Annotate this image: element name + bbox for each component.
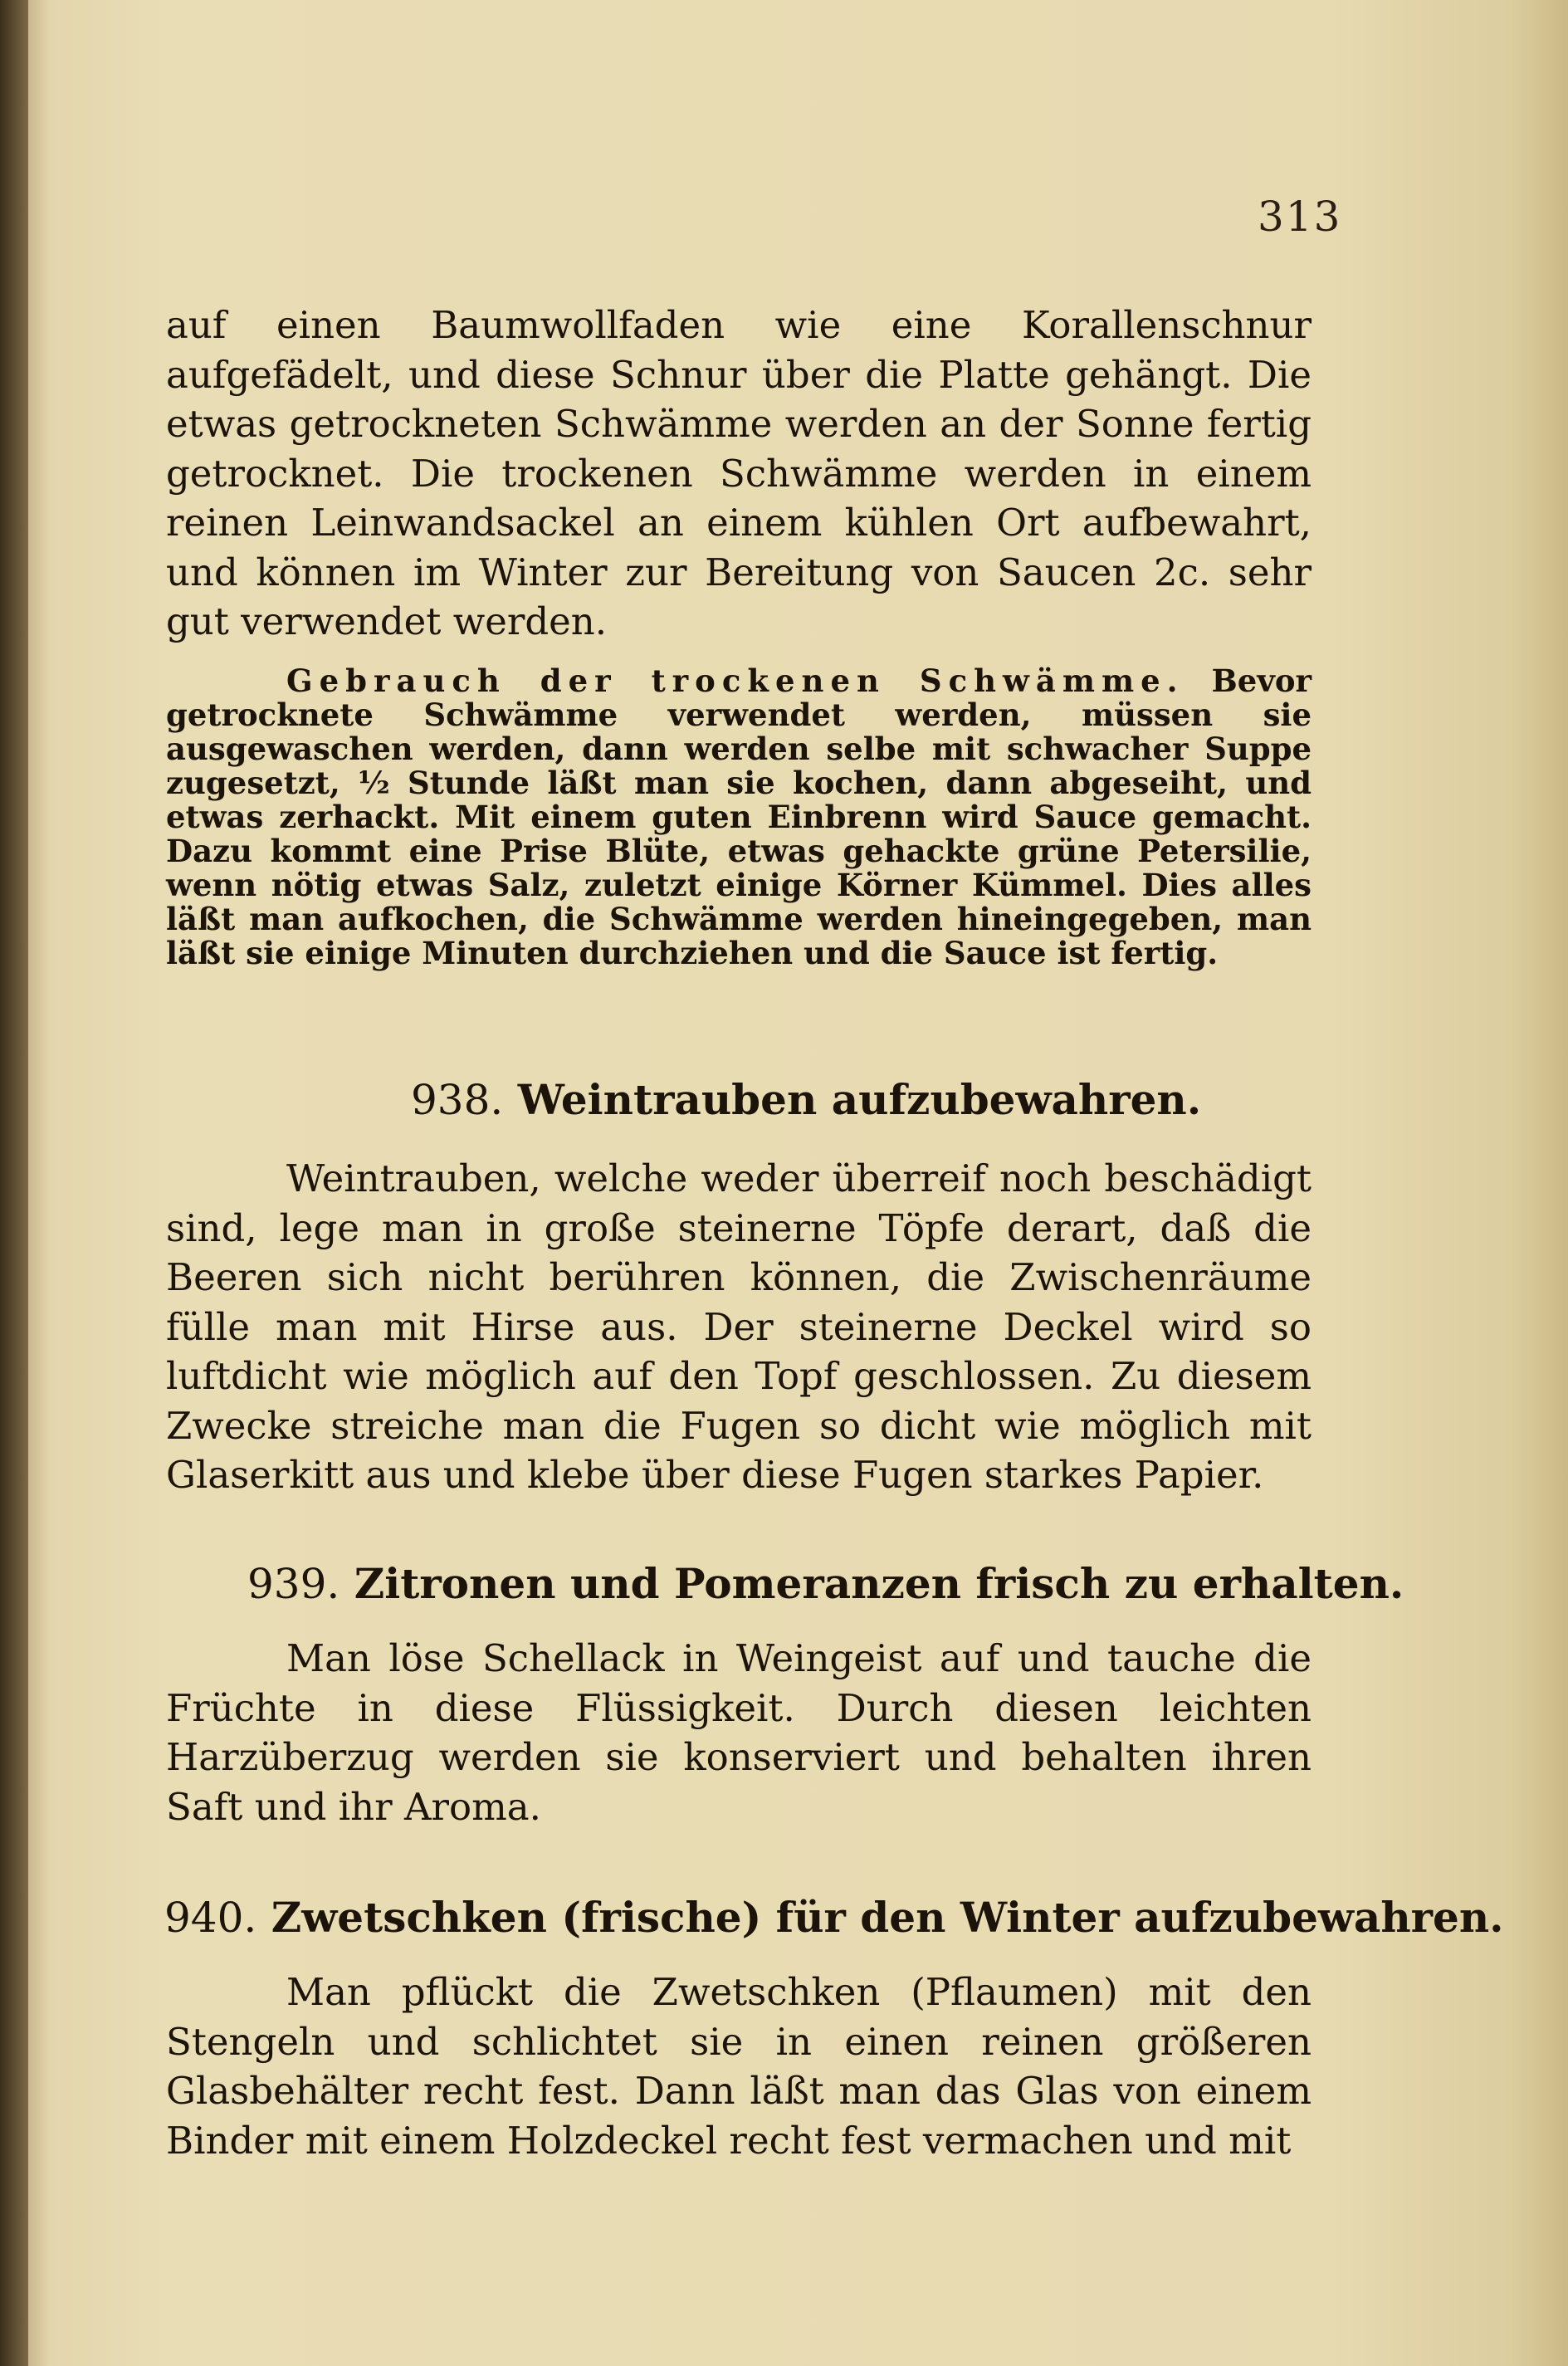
recipe-text-938: Weintrauben, welche weder überreif noch beschädigt sind, lege man in große steinerne Töpfe derart, daß die Beeren sich nicht berühren können, die Zwischenräume fülle man mit Hirse aus. Der steinerne Deckel wird so luftdicht wie möglich auf den Topf geschlossen. Zu diesem Zwecke streiche man die Fugen so dicht wie möglich mit Glaserkitt aus und klebe über diese Fugen starkes Papier.	[166, 1156, 1312, 1497]
recipe-text-939: Man löse Schellack in Weingeist auf und tauche die Früchte in diese Flüssigkeit. Durch diesen leichten Harzüberzug werden sie konserviert und behalten ihren Saft und ihr Aroma.	[166, 1636, 1312, 1829]
recipe-title: Zwetschken (frische) für den Winter aufzubewahren.	[271, 1893, 1504, 1942]
subsection-paragraph	[166, 664, 1312, 970]
recipe-heading-939	[247, 1559, 1568, 1608]
continuation-paragraph: auf einen Baumwollfaden wie eine Korallenschnur aufgefädelt, und diese Schnur über die Platte gehängt. Die etwas getrockneten Schwämme werden an der Sonne fertig getrocknet. Die trockenen Schwämme werden in einem reinen Leinwandsackel an einem kühlen Ort aufbewahrt, und können im Winter zur Bereitung von Saucen 2c. sehr gut verwendet werden.	[166, 303, 1312, 643]
page-number: 313	[1258, 193, 1342, 241]
recipe-heading-940	[164, 1893, 1568, 1942]
recipe-number: 939.	[247, 1560, 340, 1608]
recipe-number: 938.	[411, 1076, 504, 1124]
subsection-lead: Gebrauch der trockenen Schwämme.	[286, 662, 1185, 699]
recipe-title: Weintrauben aufzubewahren.	[517, 1075, 1202, 1124]
recipe-heading-938	[411, 1075, 1568, 1124]
subsection-text: Bevor getrocknete Schwämme verwendet werden, müssen sie ausgewaschen werden, dann werden selbe mit schwacher Suppe zugesetzt, ½ Stunde läßt man sie kochen, dann abgeseiht, und etwas zerhackt. Mit einem guten Einbrenn wird Sauce gemacht. Dazu kommt eine Prise Blüte, etwas gehackte grüne Petersilie, wenn nötig etwas Salz, zuletzt einige Körner Kümmel. Dies alles läßt man aufkochen, die Schwämme werden hineingegeben, man läßt sie einige Minuten durchziehen und die Sauce ist fertig.	[166, 662, 1312, 971]
page-gutter	[0, 0, 28, 2366]
recipe-title: Zitronen und Pomeranzen frisch zu erhalten.	[354, 1559, 1404, 1608]
recipe-number: 940.	[164, 1894, 257, 1942]
recipe-text-940: Man pflückt die Zwetschken (Pflaumen) mit den Stengeln und schlichtet sie in einen reinen größeren Glasbehälter recht fest. Dann läßt man das Glas von einem Binder mit einem Holzdeckel recht fest vermachen und mit	[166, 1970, 1312, 2163]
